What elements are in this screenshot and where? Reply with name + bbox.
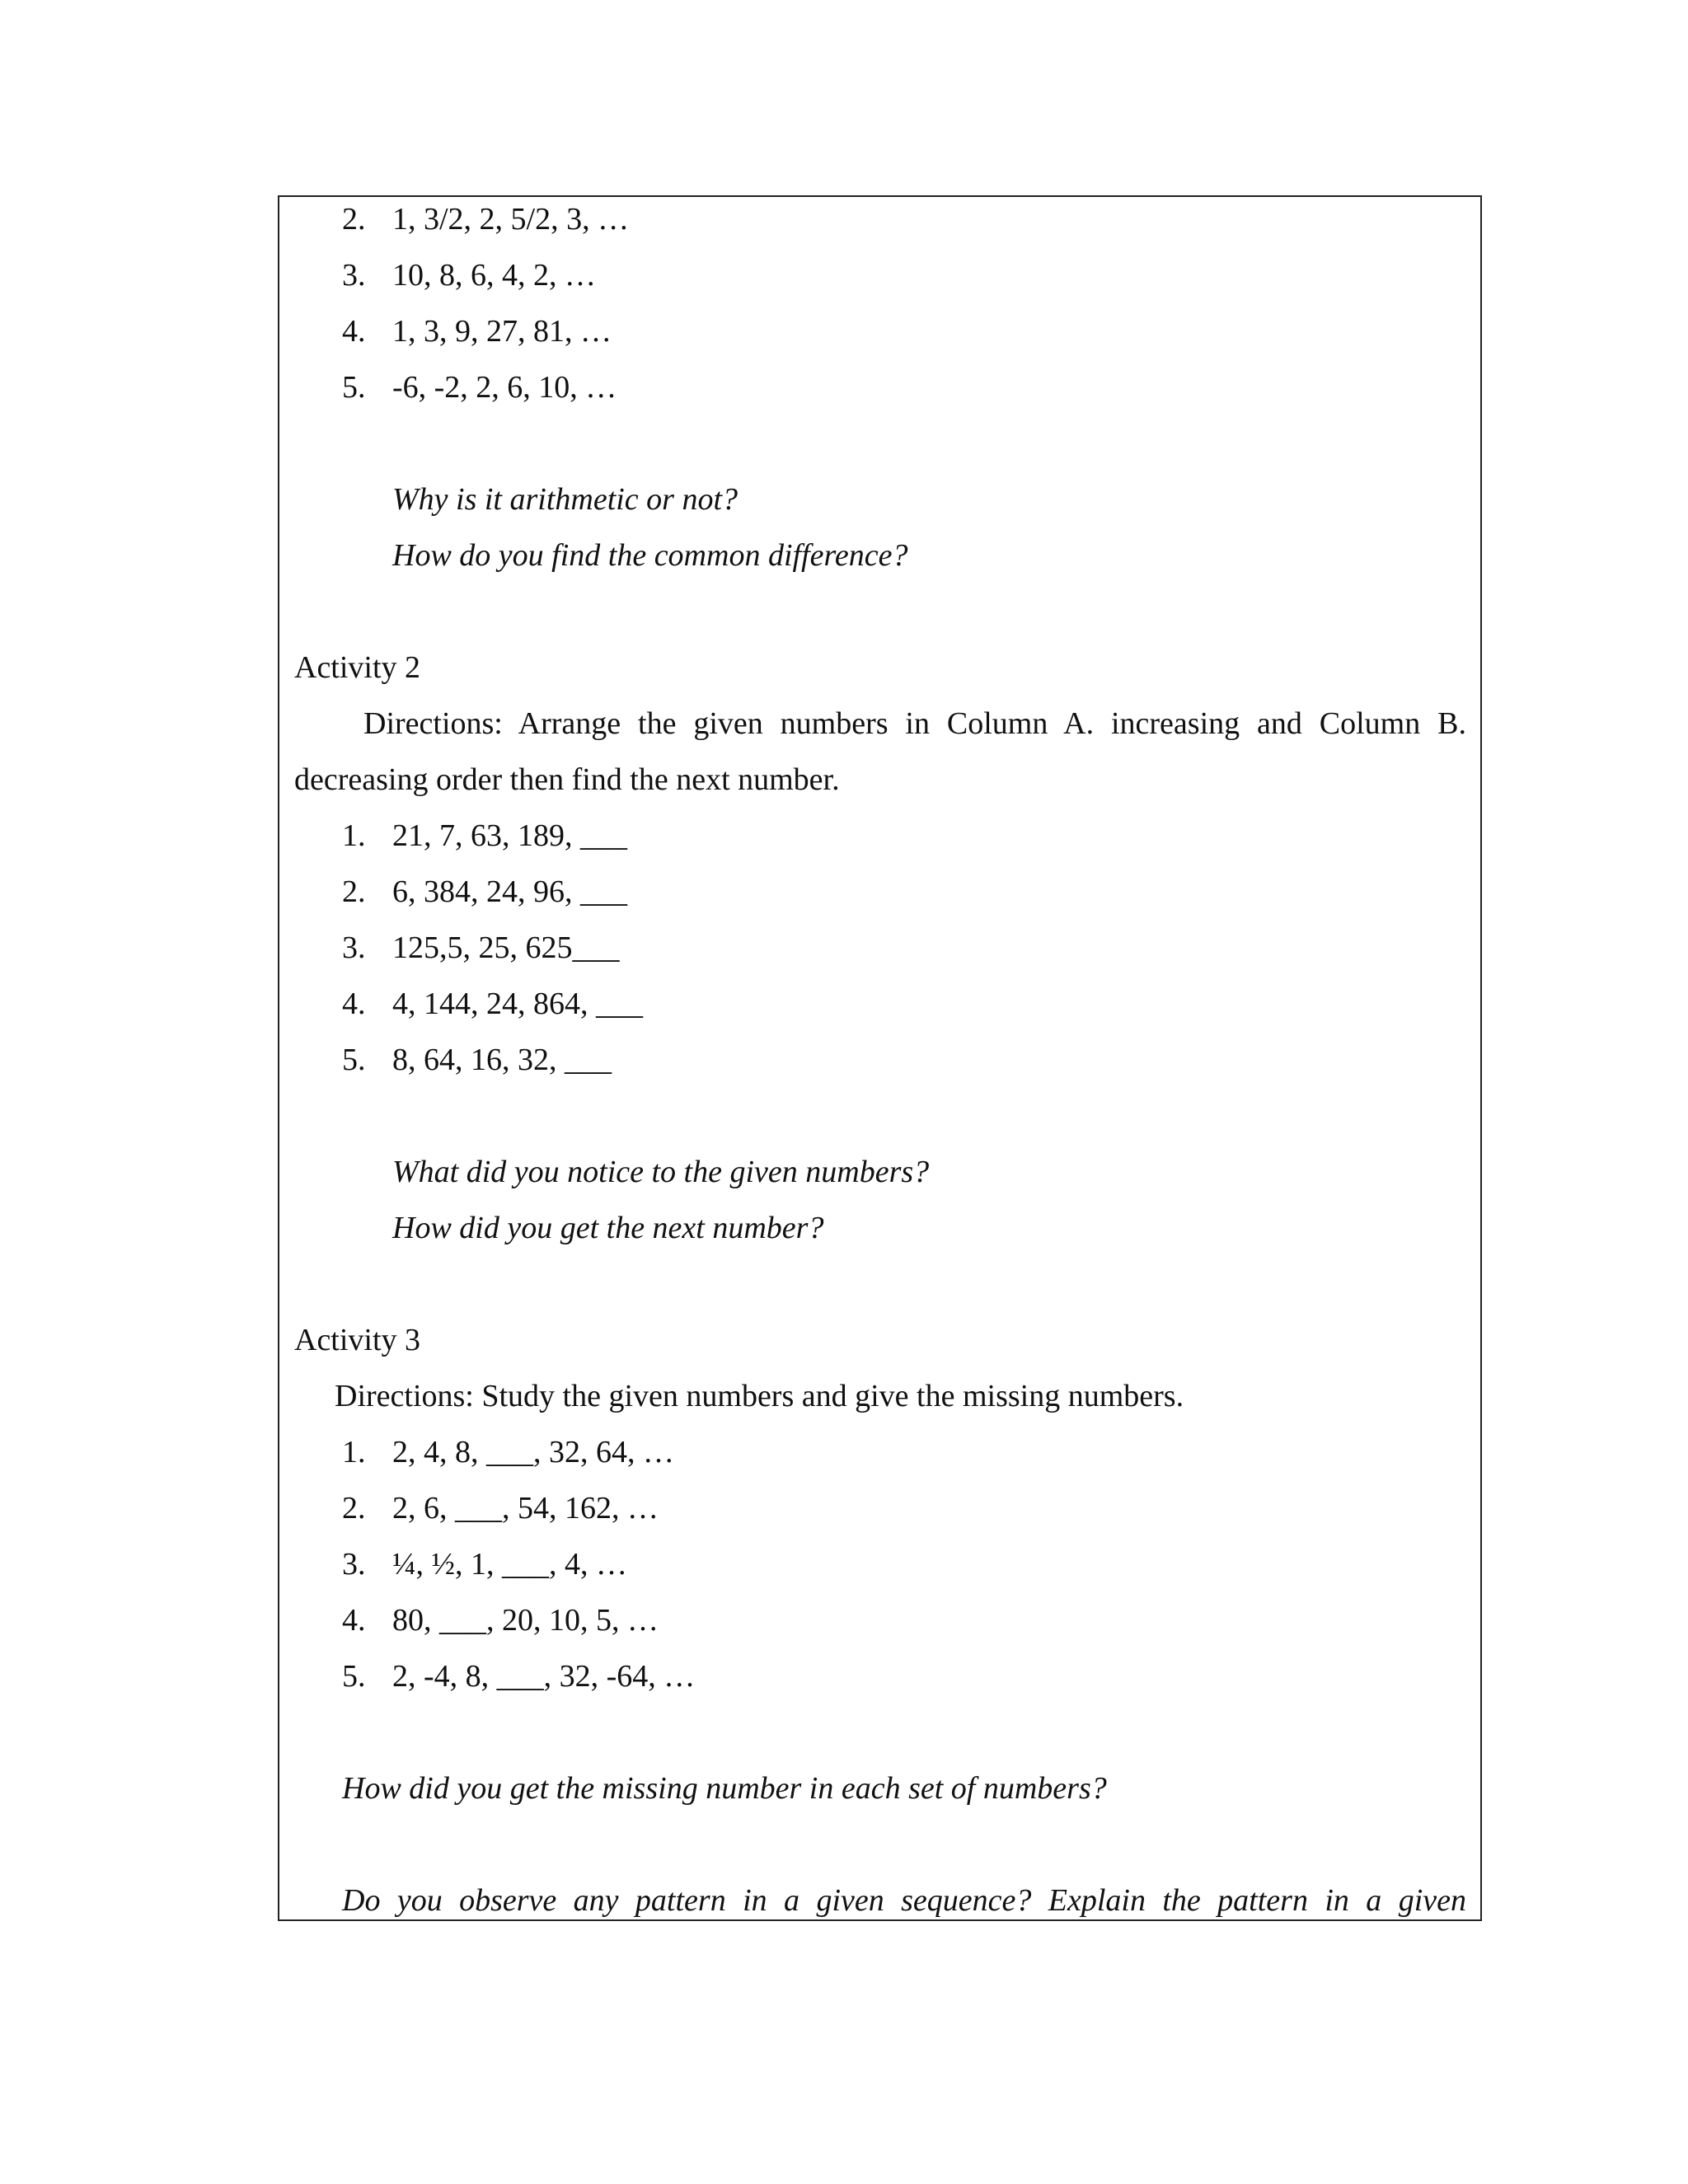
list-item-number: 4. [342, 1603, 366, 1638]
list-item-number: 2. [342, 202, 366, 237]
list-item-text: 8, 64, 16, 32, ___ [392, 1043, 612, 1077]
activity-2-directions-line1: Directions: Arrange the given numbers in Column A. increasing and Column B. [363, 706, 1466, 741]
list-item-number: 5. [342, 1659, 366, 1694]
question-common-difference: How do you find the common difference? [392, 538, 908, 573]
list-item-text: 2, 4, 8, ___, 32, 64, … [392, 1435, 674, 1469]
list-item-text: 21, 7, 63, 189, ___ [392, 818, 627, 853]
list-item-text: 10, 8, 6, 4, 2, … [392, 258, 596, 293]
list-item-number: 2. [342, 874, 366, 909]
list-item-text: 1, 3/2, 2, 5/2, 3, … [392, 202, 630, 237]
list-item-number: 3. [342, 930, 366, 965]
content-frame [278, 195, 1482, 1921]
question-next-number: How did you get the next number? [392, 1211, 824, 1245]
list-item-text: 125,5, 25, 625___ [392, 930, 620, 965]
activity-3-title: Activity 3 [294, 1323, 421, 1357]
question-pattern: Do you observe any pattern in a given sequence? Explain the pattern in a given [342, 1883, 1466, 1918]
question-notice: What did you notice to the given numbers? [392, 1155, 930, 1189]
activity-2-directions-line2: decreasing order then find the next number. [294, 762, 840, 797]
question-missing-number: How did you get the missing number in each set of numbers? [342, 1771, 1107, 1806]
list-item-number: 1. [342, 818, 366, 853]
list-item-number: 3. [342, 1547, 366, 1582]
list-item-text: ¼, ½, 1, ___, 4, … [392, 1547, 627, 1582]
list-item-number: 5. [342, 370, 366, 405]
list-item-text: 2, -4, 8, ___, 32, -64, … [392, 1659, 696, 1694]
list-item-number: 3. [342, 258, 366, 293]
activity-2-title: Activity 2 [294, 650, 421, 685]
list-item-number: 4. [342, 987, 366, 1021]
list-item-text: 6, 384, 24, 96, ___ [392, 874, 627, 909]
list-item-text: 1, 3, 9, 27, 81, … [392, 314, 612, 349]
list-item-text: 4, 144, 24, 864, ___ [392, 987, 643, 1021]
list-item-number: 1. [342, 1435, 366, 1469]
question-arithmetic: Why is it arithmetic or not? [392, 482, 738, 517]
activity-3-directions: Directions: Study the given numbers and give the missing numbers. [335, 1379, 1184, 1413]
list-item-number: 2. [342, 1491, 366, 1526]
list-item-text: -6, -2, 2, 6, 10, … [392, 370, 617, 405]
list-item-text: 2, 6, ___, 54, 162, … [392, 1491, 659, 1526]
list-item-number: 4. [342, 314, 366, 349]
list-item-number: 5. [342, 1043, 366, 1077]
list-item-text: 80, ___, 20, 10, 5, … [392, 1603, 659, 1638]
